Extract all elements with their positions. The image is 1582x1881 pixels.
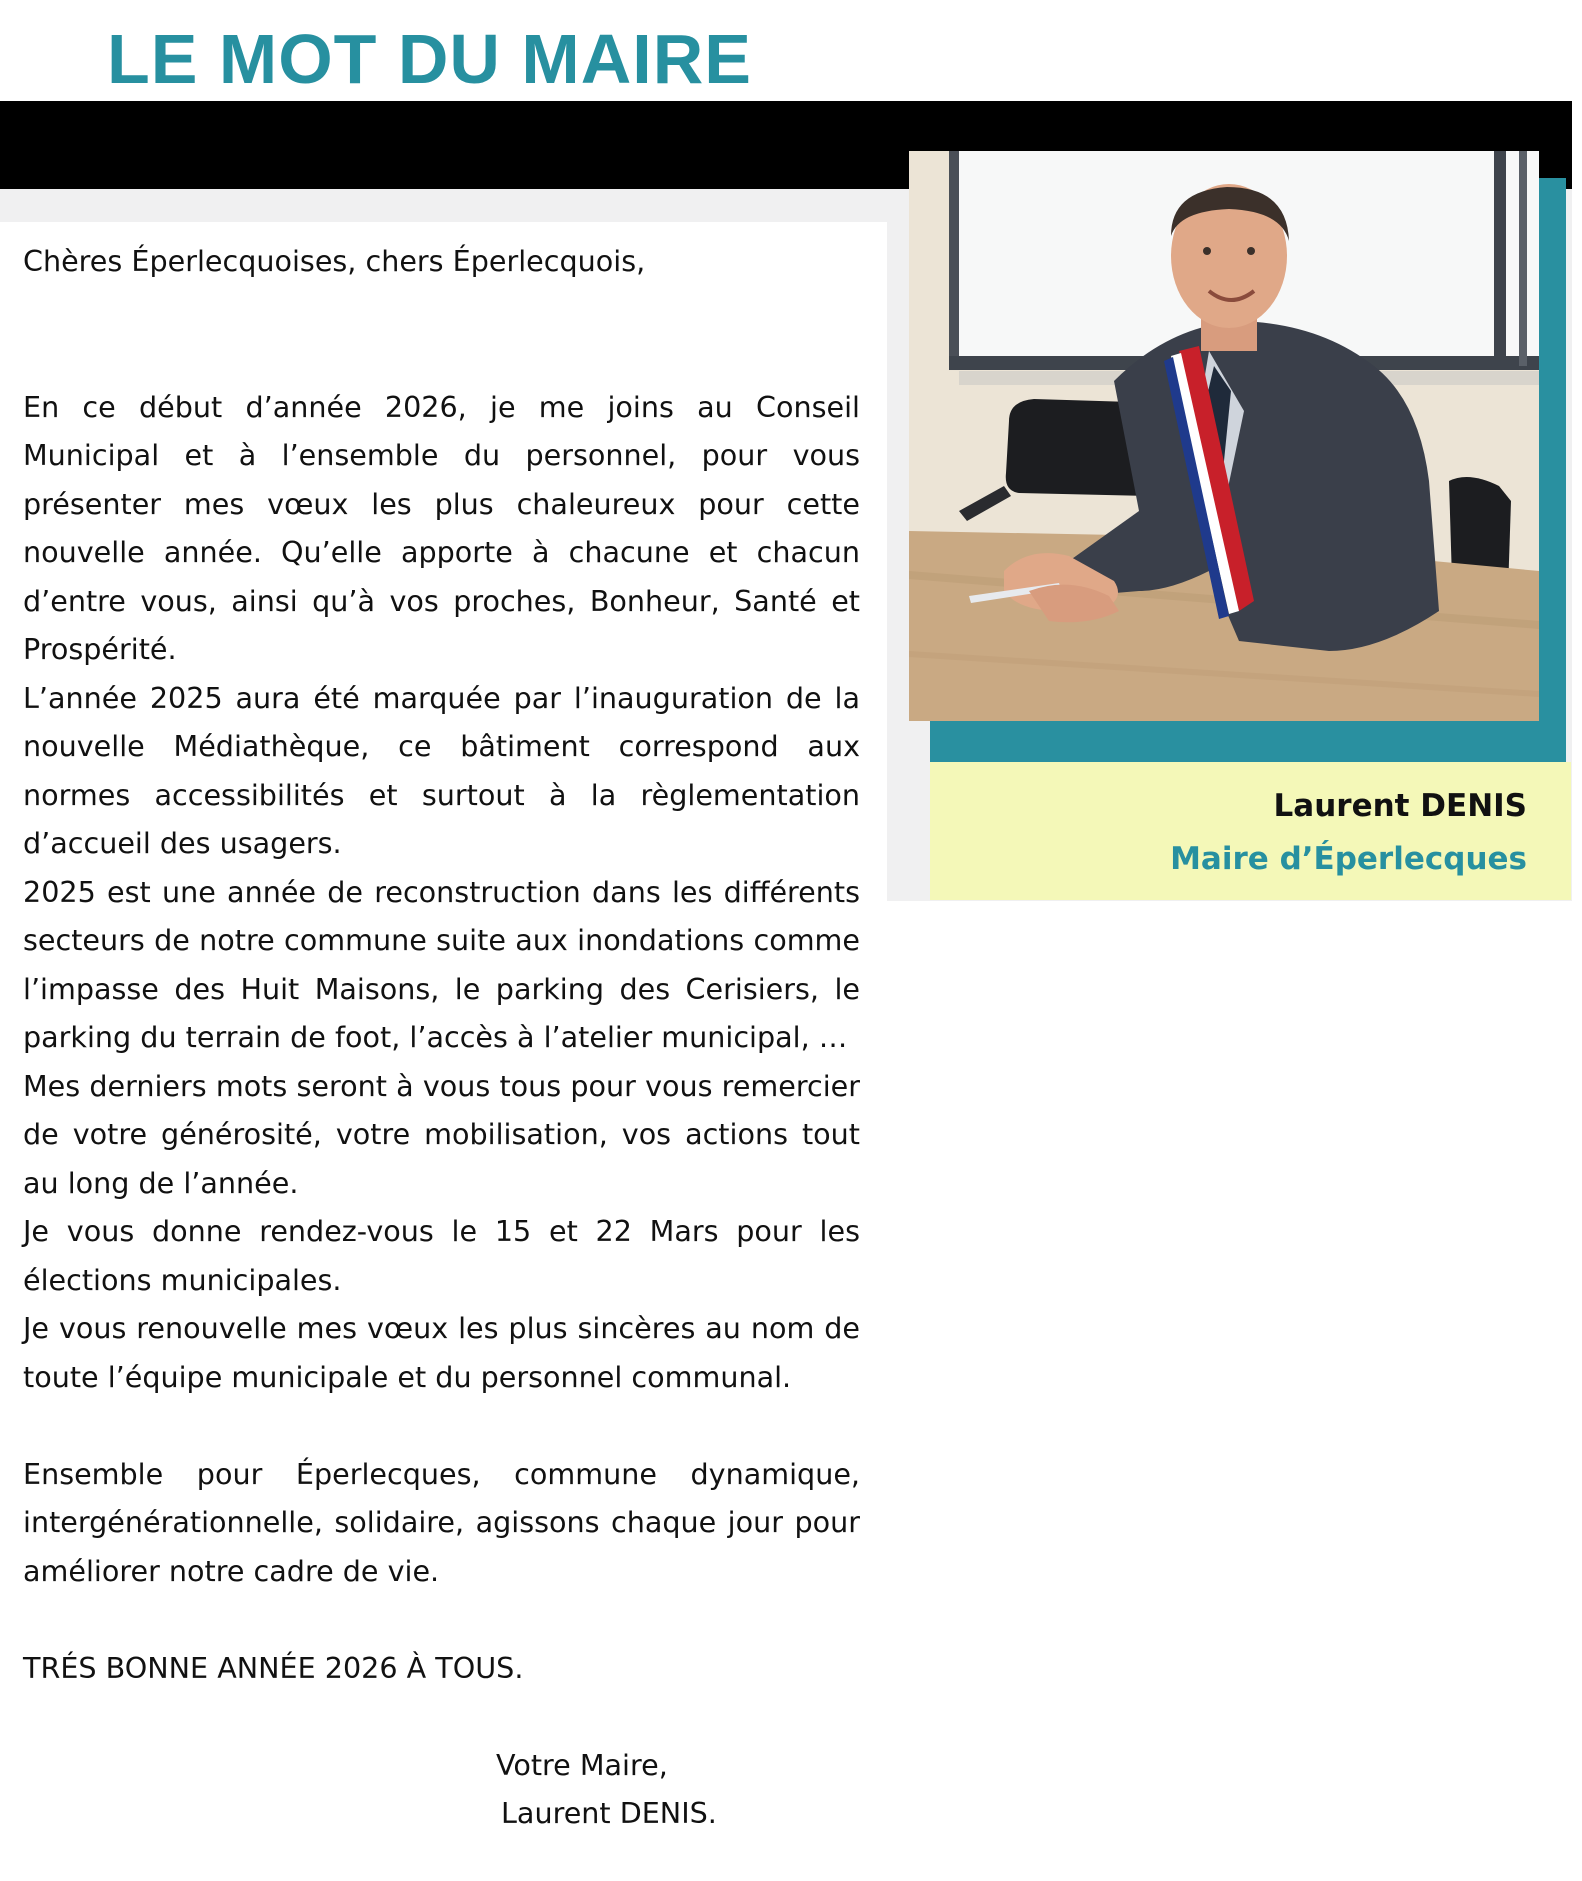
letter-paragraph: 2025 est une année de reconstruction dans les différents secteurs de notre commune suite aux inondations comme l’impasse des Huit Maisons, le parking des Cerisiers, le parking du terrain de foot, l’accès à l’atelier municipal, … — [23, 874, 860, 1054]
letter-signature: Laurent DENIS. — [501, 1796, 717, 1830]
mayor-letter — [23, 237, 860, 1838]
letter-paragraph: Mes derniers mots seront à vous tous pour vous remercier de votre générosité, votre mobilisation, vos actions tout au long de l’année. — [23, 1068, 860, 1200]
mayor-name: Laurent DENIS — [1273, 788, 1527, 824]
mayor-role: Maire d’Éperlecques — [1170, 841, 1527, 877]
page-title: LE MOT DU MAIRE — [107, 20, 752, 98]
letter-paragraph: L’année 2025 aura été marquée par l’inauguration de la nouvelle Médiathèque, ce bâtiment correspond aux normes accessibilités et surtout à la règlementation d’accueil des usagers. — [23, 680, 860, 860]
letter-greeting: Chères Éperlecquoises, chers Éperlecquois, — [23, 244, 646, 278]
letter-paragraph: En ce début d’année 2026, je me joins au Conseil Municipal et à l’ensemble du personnel, pour vous présenter mes vœux les plus chaleureux pour cette nouvelle année. Qu’elle apporte à chacune et chacun d’entre vous, ainsi qu’à vos proches, Bonheur, Santé et Prospérité. — [23, 389, 860, 666]
letter-wishes: TRÉS BONNE ANNÉE 2026 À TOUS. — [23, 1650, 524, 1685]
letter-paragraph: Je vous renouvelle mes vœux les plus sincères au nom de toute l’équipe municipale et du personnel communal. — [23, 1311, 860, 1394]
letter-closing: Votre Maire, — [496, 1747, 668, 1782]
photo-caption — [930, 762, 1571, 900]
letter-paragraph: Je vous donne rendez-vous le 15 et 22 Mars pour les élections municipales. — [23, 1214, 860, 1297]
letter-motto: Ensemble pour Éperlecques, commune dynamique, intergénérationnelle, solidaire, agissons chaque jour pour améliorer notre cadre de vie. — [23, 1456, 860, 1588]
mayor-photo — [909, 151, 1539, 721]
